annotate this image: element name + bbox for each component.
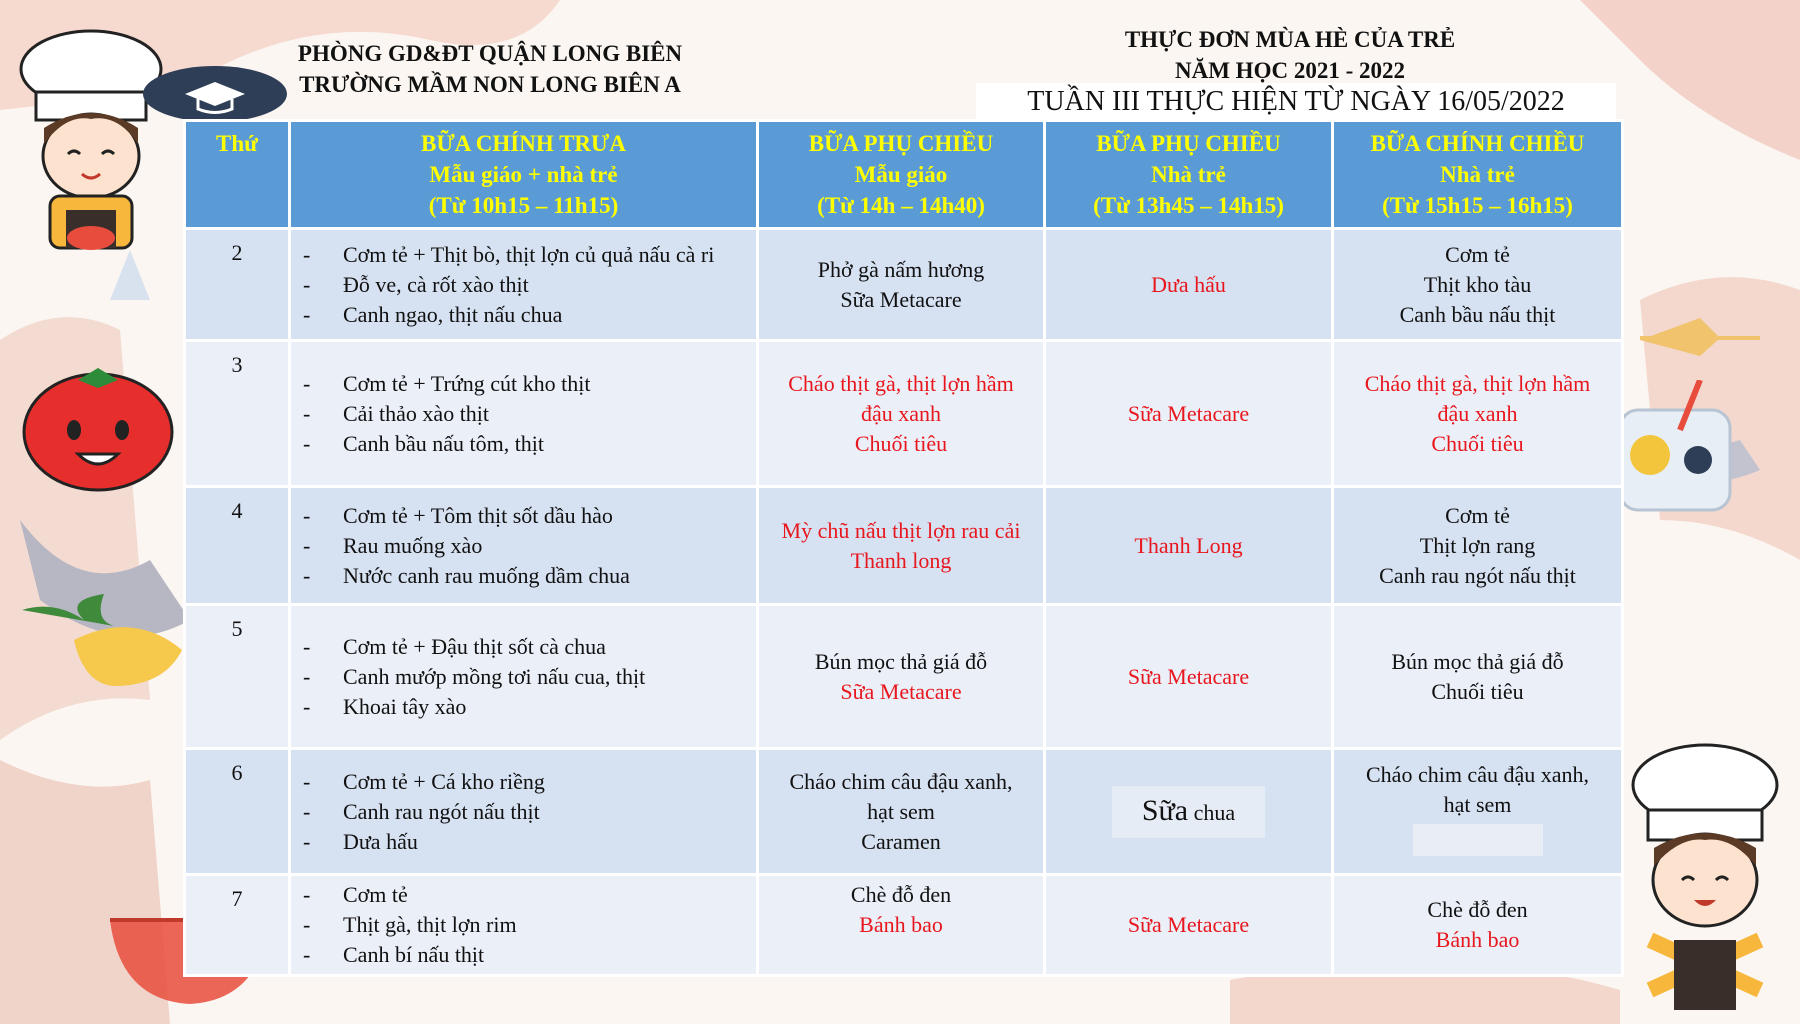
pineapple-slice-icon (14, 590, 184, 690)
snack-nursery-cell: Sữa Metacare (1045, 875, 1333, 976)
day-cell: 4 (185, 487, 290, 605)
dish: Cơm tẻ (343, 882, 408, 907)
table-row (185, 605, 1623, 749)
dinner-nursery-cell: Cháo thịt gà, thịt lợn hầm đậu xanh Chuối tiêu (1333, 341, 1623, 487)
day-cell: 7 (185, 875, 290, 976)
dinner-nursery-cell: Chè đỗ đen Bánh bao (1333, 875, 1623, 976)
dish: Cơm tẻ + Thịt bò, thịt lợn củ quả nấu cà ri (343, 241, 715, 267)
dish: Nước canh rau muống dầm chua (343, 562, 630, 588)
day-cell: 3 (185, 341, 290, 487)
juice-glass-icon (1610, 380, 1750, 520)
menu-title: THỰC ĐƠN MÙA HÈ CỦA TRẺ (1124, 27, 1456, 52)
snack-kindergarten-cell: Cháo thịt gà, thịt lợn hầm đậu xanh Chuối tiêu (758, 341, 1045, 487)
menu-table (183, 119, 1624, 977)
dinner-nursery-cell: Cơm tẻ Thịt kho tàu Canh bầu nấu thịt (1333, 229, 1623, 341)
school-header (250, 38, 730, 100)
snack-nursery-cell (1045, 749, 1333, 875)
dish: Rau muống xào (343, 532, 483, 558)
lunch-cell: - Cơm tẻ - Thịt gà, thịt lợn rim - Canh bí nấu thịt (290, 875, 758, 976)
day-cell: 2 (185, 229, 290, 341)
chef-girl-right-icon (1620, 740, 1790, 1010)
dish: Cơm tẻ + Tôm thịt sốt dầu hào (343, 502, 613, 528)
dish: Canh mướp mồng tơi nấu cua, thịt (343, 663, 646, 689)
snack-nursery-cell: Dưa hấu (1045, 229, 1333, 341)
snack-kindergarten-cell: Chè đỗ đen Bánh bao (758, 875, 1045, 976)
week-label: TUẦN III THỰC HIỆN TỪ NGÀY 16/05/2022 (976, 83, 1616, 121)
day-cell: 6 (185, 749, 290, 875)
dish: Canh rau ngót nấu thịt (343, 798, 540, 824)
department-name: PHÒNG GD&ĐT QUẬN LONG BIÊN (297, 41, 683, 66)
dish: Dưa hấu (343, 828, 418, 854)
lunch-cell: - Cơm tẻ + Đậu thịt sốt cà chua - Canh mướp mồng tơi nấu cua, thịt - Khoai tây xào (290, 605, 758, 749)
dish: Canh bầu nấu tôm, thịt (343, 430, 545, 456)
dish: Thịt gà, thịt lợn rim (343, 912, 517, 937)
dinner-nursery-cell: Cơm tẻ Thịt lợn rang Canh rau ngót nấu thịt (1333, 487, 1623, 605)
dish: Cải thảo xào thịt (343, 400, 490, 426)
day-cell: 5 (185, 605, 290, 749)
lunch-cell: - Cơm tẻ + Thịt bò, thịt lợn củ quả nấu cà ri - Đỗ ve, cà rốt xào thịt - Canh ngao, thịt nấu chua (290, 229, 758, 341)
table-row (185, 229, 1623, 341)
snack-kindergarten-cell: Mỳ chũ nấu thịt lợn rau cải Thanh long (758, 487, 1045, 605)
table-row (185, 341, 1623, 487)
blank-box (1413, 824, 1543, 856)
lunch-cell: - Cơm tẻ + Trứng cút kho thịt - Cải thảo xào thịt - Canh bầu nấu tôm, thịt (290, 341, 758, 487)
snack-nursery-cell: Sữa Metacare (1045, 605, 1333, 749)
highlight-box: Sữa chua (1112, 786, 1265, 838)
dish: Canh bí nấu thịt (343, 942, 485, 967)
header-day: Thứ (185, 121, 290, 229)
dish: Cơm tẻ + Cá kho riềng (343, 768, 545, 794)
dish: Cơm tẻ + Trứng cút kho thịt (343, 370, 591, 396)
snack-kindergarten-cell: Bún mọc thả giá đỗ Sữa Metacare (758, 605, 1045, 749)
snack-nursery-cell: Sữa Metacare (1045, 341, 1333, 487)
school-year: NĂM HỌC 2021 - 2022 (1175, 58, 1405, 83)
menu-title-block (980, 24, 1600, 86)
chef-girl-left-icon (6, 24, 176, 254)
table-row (185, 487, 1623, 605)
table-row (185, 875, 1623, 976)
dinner-nursery-cell: Bún mọc thả giá đỗ Chuối tiêu (1333, 605, 1623, 749)
snack-kindergarten-cell: Phở gà nấm hương Sữa Metacare (758, 229, 1045, 341)
school-name: TRƯỜNG MẦM NON LONG BIÊN A (299, 72, 681, 97)
dish: Khoai tây xào (343, 693, 467, 719)
snack-kindergarten-cell: Cháo chim câu đậu xanh, hạt sem Caramen (758, 749, 1045, 875)
header-dinner-nursery: BỮA CHÍNH CHIỀU Nhà trẻ (Từ 15h15 – 16h15) (1333, 121, 1623, 229)
dish: Canh ngao, thịt nấu chua (343, 301, 563, 327)
lunch-cell: - Cơm tẻ + Cá kho riềng - Canh rau ngót nấu thịt - Dưa hấu (290, 749, 758, 875)
dinner-nursery-cell: Cháo chim câu đậu xanh, hạt sem (1333, 749, 1623, 875)
table-row (185, 749, 1623, 875)
dish: Đỗ ve, cà rốt xào thịt (343, 271, 529, 297)
tomato-character-icon (18, 362, 178, 492)
lunch-cell: - Cơm tẻ + Tôm thịt sốt dầu hào - Rau muống xào - Nước canh rau muống dầm chua (290, 487, 758, 605)
table-header-row (185, 121, 1623, 229)
header-snack-kindergarten: BỮA PHỤ CHIỀU Mẫu giáo (Từ 14h – 14h40) (758, 121, 1045, 229)
dish: Cơm tẻ + Đậu thịt sốt cà chua (343, 633, 606, 659)
snack-nursery-cell: Thanh Long (1045, 487, 1333, 605)
header-snack-nursery: BỮA PHỤ CHIỀU Nhà trẻ (Từ 13h45 – 14h15) (1045, 121, 1333, 229)
header-lunch: BỮA CHÍNH TRƯA Mẫu giáo + nhà trẻ (Từ 10h15 – 11h15) (290, 121, 758, 229)
